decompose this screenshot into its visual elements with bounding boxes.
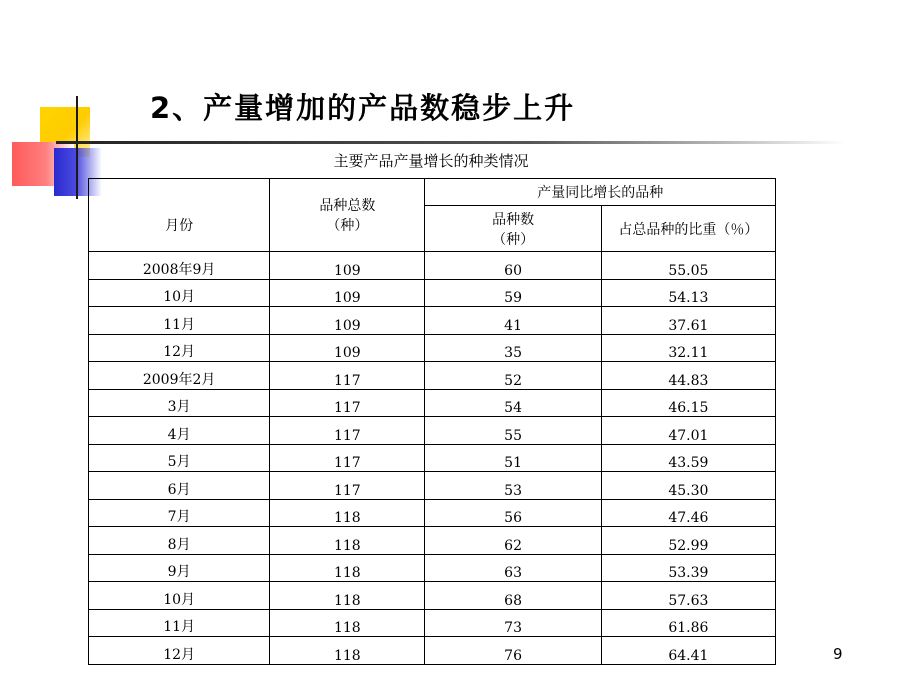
table-body: [89, 252, 776, 665]
cell-share: 46.15: [601, 389, 775, 417]
cell-count: 63: [425, 554, 601, 582]
cell-share: 64.41: [601, 637, 775, 665]
cell-total: 117: [270, 389, 425, 417]
table-row: [89, 252, 776, 280]
cell-share: 53.39: [601, 554, 775, 582]
table-row: [89, 554, 776, 582]
cell-month: 7月: [89, 499, 270, 527]
cell-total: 117: [270, 417, 425, 445]
header-month-label: 月份: [165, 218, 194, 234]
cell-total: 118: [270, 554, 425, 582]
cell-count: 73: [425, 609, 601, 637]
cell-total: 109: [270, 279, 425, 307]
cell-count: 55: [425, 417, 601, 445]
header-growth-count-unit: （种）: [492, 231, 535, 248]
cell-share: 43.59: [601, 444, 775, 472]
cell-month: 5月: [89, 444, 270, 472]
header-growth-group: [425, 179, 776, 206]
table-row: [89, 362, 776, 390]
cell-count: 68: [425, 582, 601, 610]
cell-total: 109: [270, 252, 425, 280]
table-row: [89, 609, 776, 637]
cell-month: 6月: [89, 472, 270, 500]
cell-month: 12月: [89, 334, 270, 362]
header-total-unit: （种）: [326, 218, 369, 234]
header-row-1: [89, 179, 776, 206]
table-row: [89, 417, 776, 445]
cell-month: 8月: [89, 527, 270, 555]
page-number: 9: [833, 645, 843, 663]
table-row: [89, 307, 776, 335]
cell-month: 10月: [89, 279, 270, 307]
cell-count: 41: [425, 307, 601, 335]
table-row: [89, 334, 776, 362]
header-growth-share: [601, 206, 775, 252]
table-caption: 主要产品产量增长的种类情况: [333, 152, 529, 170]
header-growth-group-label: 产量同比增长的品种: [537, 185, 664, 201]
cell-share: 32.11: [601, 334, 775, 362]
cell-total: 117: [270, 444, 425, 472]
cell-count: 52: [425, 362, 601, 390]
cell-month: 4月: [89, 417, 270, 445]
cell-share: 47.46: [601, 499, 775, 527]
table-row: [89, 582, 776, 610]
header-total: [270, 179, 425, 252]
cell-total: 118: [270, 499, 425, 527]
decor-vertical-line: [76, 96, 78, 199]
cell-total: 117: [270, 362, 425, 390]
table-row: [89, 527, 776, 555]
cell-month: 2008年9月: [89, 252, 270, 280]
cell-count: 60: [425, 252, 601, 280]
title-underline: [56, 141, 846, 144]
table-row: [89, 499, 776, 527]
table-row: [89, 444, 776, 472]
cell-share: 45.30: [601, 472, 775, 500]
cell-total: 109: [270, 307, 425, 335]
cell-share: 47.01: [601, 417, 775, 445]
table-row: [89, 472, 776, 500]
table-row: [89, 389, 776, 417]
cell-share: 44.83: [601, 362, 775, 390]
cell-count: 35: [425, 334, 601, 362]
cell-month: 2009年2月: [89, 362, 270, 390]
cell-count: 56: [425, 499, 601, 527]
header-growth-count: [425, 206, 601, 252]
cell-total: 118: [270, 582, 425, 610]
table-row: [89, 637, 776, 665]
header-total-label: 品种总数: [319, 198, 376, 214]
cell-total: 109: [270, 334, 425, 362]
cell-total: 118: [270, 527, 425, 555]
cell-count: 51: [425, 444, 601, 472]
cell-share: 54.13: [601, 279, 775, 307]
cell-count: 54: [425, 389, 601, 417]
cell-month: 10月: [89, 582, 270, 610]
cell-count: 53: [425, 472, 601, 500]
cell-share: 37.61: [601, 307, 775, 335]
cell-total: 118: [270, 609, 425, 637]
cell-month: 11月: [89, 307, 270, 335]
cell-total: 117: [270, 472, 425, 500]
cell-count: 59: [425, 279, 601, 307]
cell-month: 3月: [89, 389, 270, 417]
cell-count: 76: [425, 637, 601, 665]
cell-share: 61.86: [601, 609, 775, 637]
header-month: [89, 179, 270, 252]
cell-share: 55.05: [601, 252, 775, 280]
cell-month: 12月: [89, 637, 270, 665]
slide-title: 2、产量增加的产品数稳步上升: [150, 91, 576, 125]
header-growth-share-label: 占总品种的比重（％）: [618, 221, 759, 238]
cell-total: 118: [270, 637, 425, 665]
cell-month: 11月: [89, 609, 270, 637]
header-growth-count-label: 品种数: [492, 211, 535, 228]
variety-table: [88, 178, 776, 665]
cell-month: 9月: [89, 554, 270, 582]
cell-count: 62: [425, 527, 601, 555]
cell-share: 57.63: [601, 582, 775, 610]
cell-share: 52.99: [601, 527, 775, 555]
table-row: [89, 279, 776, 307]
